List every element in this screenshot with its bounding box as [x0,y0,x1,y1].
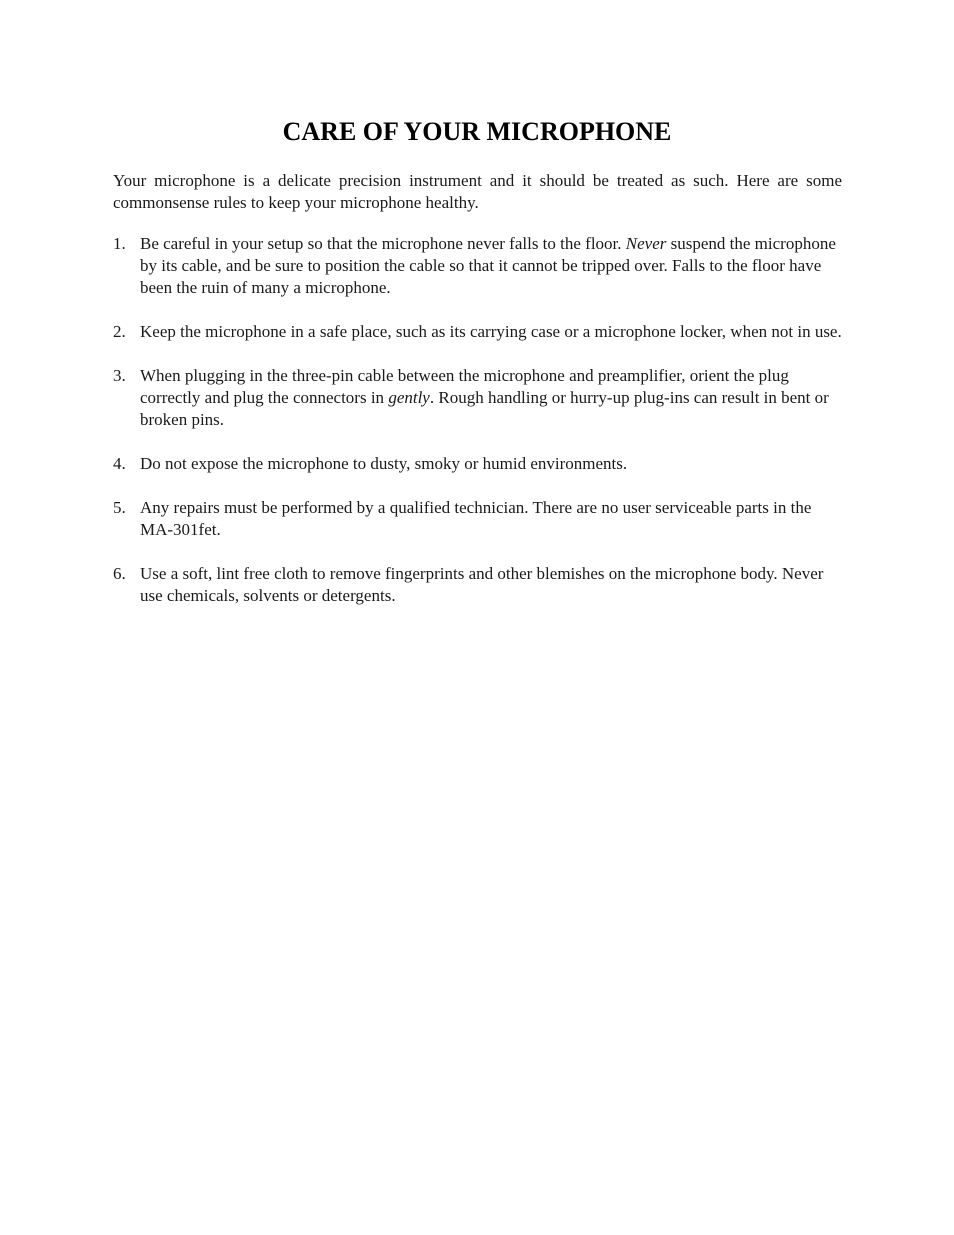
rule-text-part: . Rough handling or hurry-up plug-ins can result in bent or broken pins. [140,388,829,429]
rule-text-part: Do not expose the microphone to dusty, smoky or humid environments. [140,454,628,473]
page-title: CARE OF YOUR MICROPHONE [282,117,672,146]
list-item-number: 2. [113,322,126,341]
list-item-number: 4. [113,454,126,473]
list-item-text [140,454,627,473]
rule-text-part: Any repairs must be performed by a qualified technician. There are no user serviceable parts in the MA-301fet. [140,498,812,539]
rule-emphasis: Never [625,234,667,253]
rule-text-part: Use a soft, lint free cloth to remove fingerprints and other blemishes on the microphone body. Never use chemicals, solvents or detergents. [140,564,824,605]
rule-text-part: suspend the microphone by its cable, and be sure to position the cable so that it cannot be tripped over. Falls to the floor have been the ruin of many a microphone. [140,234,836,297]
list-item-number: 3. [113,366,126,385]
list-item-text [140,234,836,297]
list-item-text [140,564,823,605]
rule-text-part: Be careful in your setup so that the microphone never falls to the floor. [140,234,626,253]
list-item-number: 5. [113,498,126,517]
rule-text-part: When plugging in the three-pin cable between the microphone and preamplifier, orient the plug correctly and plug the connectors in [140,366,789,407]
list-item [113,453,842,475]
list-item [113,365,842,431]
rule-text-part: Keep the microphone in a safe place, such as its carrying case or a microphone locker, when not in use. [140,322,842,341]
list-item-text [140,498,811,539]
list-item-number: 6. [113,564,126,583]
list-item-text [140,322,842,341]
list-item [113,321,842,343]
rule-emphasis: gently [388,388,430,407]
care-rules-list [113,233,842,629]
list-item [113,233,842,299]
intro-paragraph: Your microphone is a delicate precision instrument and it should be treated as such. Here are some commonsense rules to keep your microphone healthy. [113,171,842,212]
list-item [113,497,842,541]
list-item-number: 1. [113,234,126,253]
list-item-text [140,366,829,429]
list-item [113,563,842,607]
